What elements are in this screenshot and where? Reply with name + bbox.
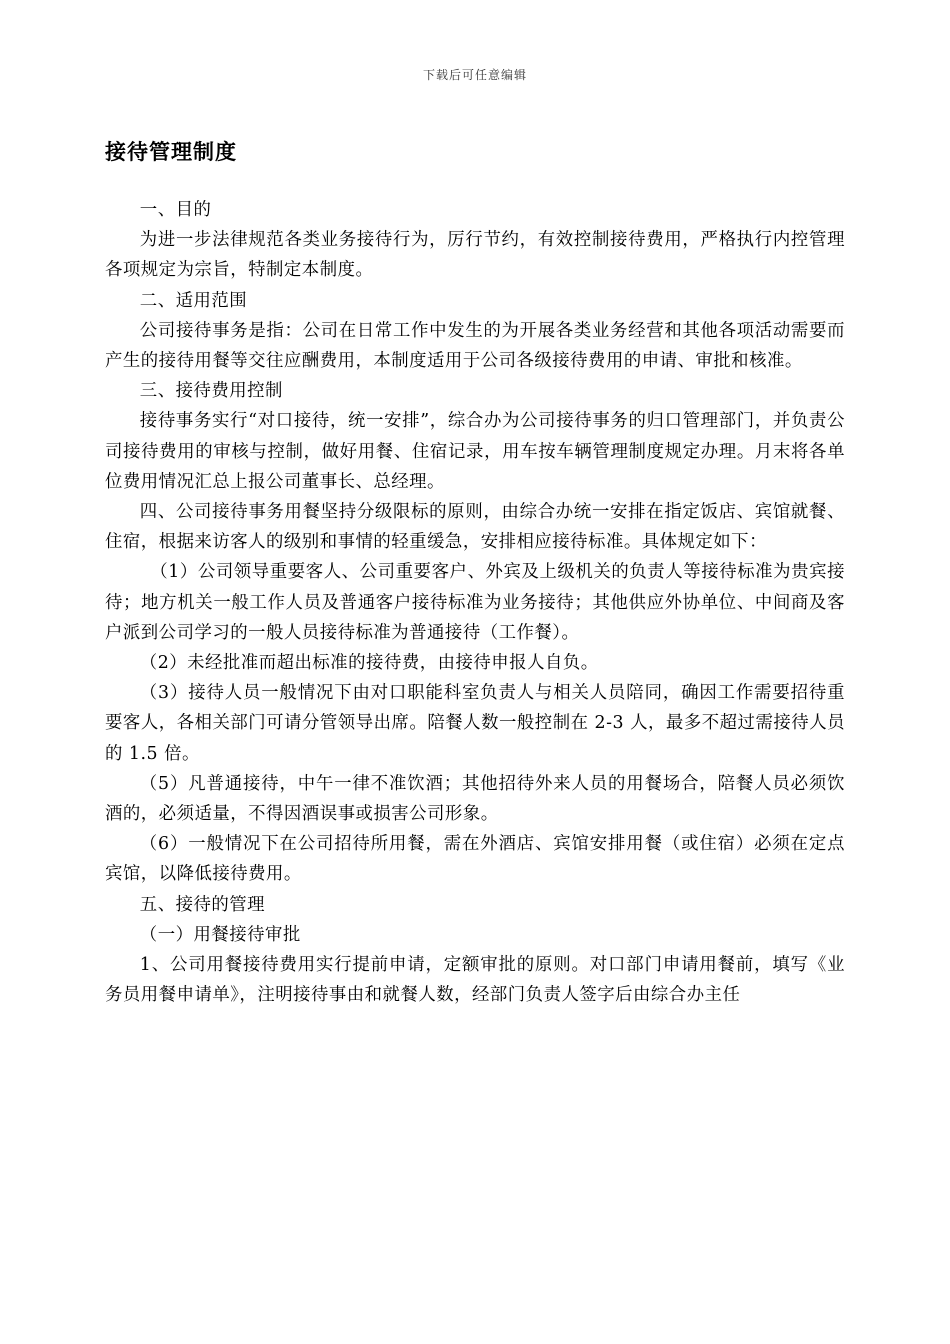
- section-heading-cost-control: 三、接待费用控制: [139, 381, 283, 402]
- rule-item-3: （3）接待人员一般情况下由对口职能科室负责人与相关人员陪同，确因工作需要招待重要客人，各相关部门可请分管领导出席。陪餐人数一般控制在 2-3 人，最多不超过需接待人员的 1.5 倍。: [105, 683, 845, 764]
- document-body: [105, 195, 845, 1010]
- section-heading-management: 五、接待的管理: [139, 894, 266, 915]
- paragraph-approval-1: 1、公司用餐接待费用实行提前申请，定额审批的原则。对口部门申请用餐前，填写《业务员用餐申请单》，注明接待事由和就餐人数，经部门负责人签字后由综合办主任: [105, 955, 845, 1006]
- paragraph-cost-control: 接待事务实行“对口接待，统一安排”，综合办为公司接待事务的归口管理部门，并负责公司接待费用的审核与控制，做好用餐、住宿记录，用车按车辆管理制度规定办理。月末将各单位费用情况汇总上报公司董事长、总经理。: [105, 411, 845, 492]
- paragraph-purpose: 为进一步法律规范各类业务接待行为，厉行节约，有效控制接待费用，严格执行内控管理各项规定为宗旨，特制定本制度。: [105, 230, 845, 281]
- document-title: 接待管理制度: [105, 140, 237, 164]
- section-heading-scope: 二、适用范围: [139, 290, 248, 311]
- paragraph-dining-principle: 四、公司接待事务用餐坚持分级限标的原则，由综合办统一安排在指定饭店、宾馆就餐、住宿，根据来访客人的级别和事情的轻重缓急，安排相应接待标准。具体规定如下：: [105, 502, 845, 553]
- rule-item-1: （1）公司领导重要客人、公司重要客户、外宾及上级机关的负责人等接待标准为贵宾接待；地方机关一般工作人员及普通客户接待标准为业务接待；其他供应外协单位、中间商及客户派到公司学习的一般人员接待标准为普通接待（工作餐）。: [105, 562, 845, 643]
- paragraph-scope: 公司接待事务是指：公司在日常工作中发生的为开展各类业务经营和其他各项活动需要而产生的接待用餐等交往应酬费用，本制度适用于公司各级接待费用的申请、审批和核准。: [105, 320, 845, 372]
- section-heading-purpose: 一、目的: [139, 200, 212, 220]
- rule-item-2: （2）未经批准而超出标准的接待费，由接待申报人自负。: [139, 653, 599, 674]
- header-note: 下载后可任意编辑: [422, 68, 527, 82]
- rule-item-5: （5）凡普通接待，中午一律不准饮酒；其他招待外来人员的用餐场合，陪餐人员必须饮酒的，必须适量，不得因酒误事或损害公司形象。: [105, 773, 845, 825]
- subsection-heading-approval: （一）用餐接待审批: [139, 924, 301, 945]
- rule-item-6: （6）一般情况下在公司招待所用餐，需在外酒店、宾馆安排用餐（或住宿）必须在定点宾馆，以降低接待费用。: [105, 834, 845, 885]
